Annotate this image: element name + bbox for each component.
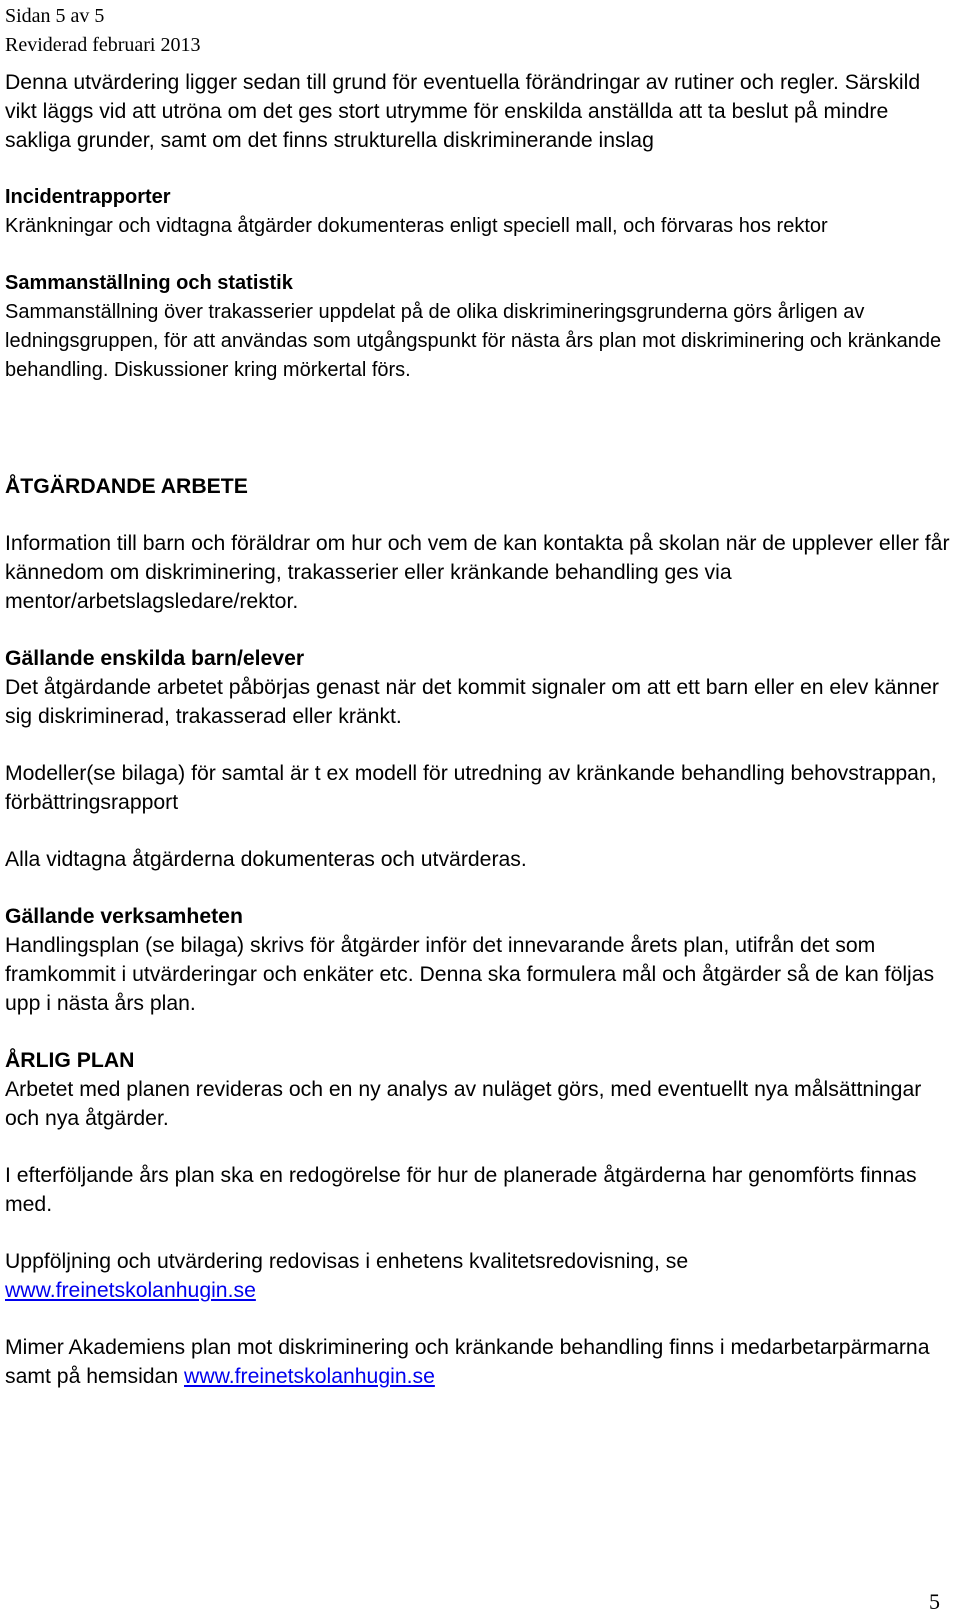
mimer-website-link[interactable]: www.freinetskolanhugin.se (184, 1365, 435, 1388)
followup-website-link[interactable]: www.freinetskolanhugin.se (5, 1279, 256, 1302)
page-indicator: Sidan 5 av 5 (5, 5, 105, 27)
incidents-paragraph: Kränkningar och vidtagna åtgärder dokumenteras enligt speciell mall, och förvaras hos rektor (5, 215, 828, 237)
page-number: 5 (929, 1589, 940, 1614)
students-paragraph: Det åtgärdande arbetet påbörjas genast när det kommit signaler om att ett barn eller en elev känner sig diskriminerad, trakasserad eller kränkt. (5, 676, 939, 728)
page-header (5, 2, 200, 60)
intro-paragraph: Denna utvärdering ligger sedan till grund för eventuella förändringar av rutiner och regler. Särskild vikt läggs vid att utröna om det ges stort utrymme för enskilda anställda att ta beslut på mindre sakliga grunder, samt om det finns strukturella diskriminerande inslag (5, 71, 921, 152)
statistics-paragraph: Sammanställning över trakasserier uppdelat på de olika diskrimineringsgrunderna görs årligen av ledningsgruppen, för att användas som utgångspunkt för nästa års plan mot diskriminering och kränkande behandling. Diskussioner kring mörkertal förs. (5, 301, 942, 381)
followup-text: Uppföljning och utvärdering redovisas i enhetens kvalitetsredovisning, se (5, 1250, 689, 1273)
remedial-heading: ÅTGÄRDANDE ARBETE (5, 475, 248, 498)
annual-plan-paragraph: Arbetet med planen revideras och en ny analys av nuläget görs, med eventuellt nya målsättningar och nya åtgärder. (5, 1078, 922, 1130)
documented-paragraph: Alla vidtagna åtgärderna dokumenteras och utvärderas. (5, 848, 527, 871)
remedial-info-paragraph: Information till barn och föräldrar om hur och vem de kan kontakta på skolan när de upplever eller får kännedom om diskriminering, trakasserier eller kränkande behandling ges via mentor/arbetslagsledare/rektor. (5, 532, 950, 613)
models-paragraph: Modeller(se bilaga) för samtal är t ex modell för utredning av kränkande behandling behovstrappan, förbättringsrapport (5, 762, 937, 814)
revision-date: Reviderad februari 2013 (5, 34, 201, 56)
incidents-heading: Incidentrapporter (5, 186, 171, 208)
annual-plan-heading: ÅRLIG PLAN (5, 1049, 135, 1072)
followup-paragraph (5, 1247, 950, 1305)
operations-heading: Gällande verksamheten (5, 905, 243, 928)
following-year-paragraph: I efterföljande års plan ska en redogörelse för hur de planerade åtgärderna har genomförts finnas med. (5, 1164, 917, 1216)
operations-paragraph: Handlingsplan (se bilaga) skrivs för åtgärder inför det innevarande årets plan, utifrån det som framkommit i utvärderingar och enkäter etc. Denna ska formulera mål och åtgärder så de kan följas upp i nästa års plan. (5, 934, 935, 1015)
document-body (5, 68, 950, 1391)
students-heading: Gällande enskilda barn/elever (5, 647, 305, 670)
statistics-heading: Sammanställning och statistik (5, 272, 293, 294)
mimer-paragraph (5, 1333, 950, 1391)
mimer-text: Mimer Akademiens plan mot diskriminering och kränkande behandling finns i medarbetarpärmarna samt på hemsidan (5, 1336, 930, 1388)
